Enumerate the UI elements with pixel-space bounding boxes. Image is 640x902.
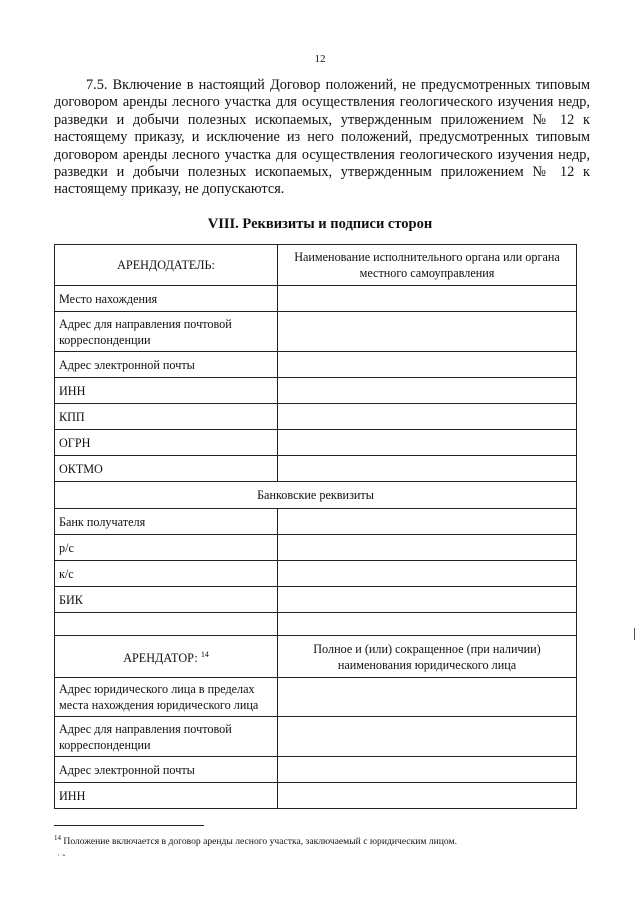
row-value-legal-address: [278, 678, 577, 717]
row-value-inn: [278, 378, 577, 404]
row-label-bik: БИК: [55, 587, 278, 613]
lessee-name-header: Полное и (или) сокращенное (при наличии) наименования юридического лица: [278, 636, 577, 678]
row-label-lessee-email: Адрес электронной почты: [55, 757, 278, 783]
row-label-ogrn: ОГРН: [55, 430, 278, 456]
footnote-divider: [54, 825, 204, 826]
row-label-corr-account: к/с: [55, 561, 278, 587]
row-value-bik: [278, 587, 577, 613]
row-label-lessee-postal-address: Адрес для направления почтовой корреспонденции: [55, 717, 278, 757]
scan-artifact-tick: [634, 628, 635, 640]
row-label-oktmo: ОКТМО: [55, 456, 278, 482]
footnote: [54, 832, 594, 848]
row-label-lessee-inn: ИНН: [55, 783, 278, 809]
row-label-legal-address: Адрес юридического лица в пределах места нахождения юридического лица: [55, 678, 278, 717]
row-value-ogrn: [278, 430, 577, 456]
row-label-location: Место нахождения: [55, 286, 278, 312]
footnote-number: 14: [54, 834, 61, 842]
footnote-ref: 14: [200, 649, 209, 659]
row-value-lessee-inn: [278, 783, 577, 809]
row-label-inn: ИНН: [55, 378, 278, 404]
row-value-kpp: [278, 404, 577, 430]
clause-7-5: 7.5. Включение в настоящий Договор положений, не предусмотренных типовым договором аренды лесного участка для осуществления геологического изучения недр, разведки и добычи полезных ископаемых, утвержденным приложением № 12 к настоящему приказу, и исключение из него положений, предусмотренных типовым договором аренды лесного участка для осуществления геологического изучения недр, разведки и добычи полезных ископаемых, утвержденным приложением № 12 к настоящему приказу, не допускаются.: [54, 77, 590, 198]
row-value-bank: [278, 509, 577, 535]
row-value-postal-address: [278, 312, 577, 352]
bank-details-header: Банковские реквизиты: [55, 482, 577, 509]
footnote-text: Положение включается в договор аренды лесного участка, заключаемый с юридическим лицом.: [63, 836, 457, 848]
row-label-postal-address: Адрес для направления почтовой корреспонденции: [55, 312, 278, 352]
lessee-label: АРЕНДАТОР: $^{14}$: [55, 636, 278, 678]
row-value-corr-account: [278, 561, 577, 587]
row-label-email: Адрес электронной почты: [55, 352, 278, 378]
lessor-label: АРЕНДОДАТЕЛЬ:: [55, 245, 278, 286]
section-title: VIII. Реквизиты и подписи сторон: [207, 216, 433, 232]
scan-artifact-marks: ˙ ˆ: [57, 853, 66, 863]
lessor-name-header: Наименование исполнительного органа или органа местного самоуправления: [278, 245, 577, 286]
row-value-empty: [278, 613, 577, 636]
row-value-email: [278, 352, 577, 378]
row-label-bank: Банк получателя: [55, 509, 278, 535]
row-label-account: р/с: [55, 535, 278, 561]
row-value-location: [278, 286, 577, 312]
row-value-lessee-postal-address: [278, 717, 577, 757]
row-value-account: [278, 535, 577, 561]
row-value-lessee-email: [278, 757, 577, 783]
requisites-table: [54, 244, 577, 809]
row-label-empty: [55, 613, 278, 636]
page-number: 12: [314, 53, 326, 65]
row-value-oktmo: [278, 456, 577, 482]
row-label-kpp: КПП: [55, 404, 278, 430]
